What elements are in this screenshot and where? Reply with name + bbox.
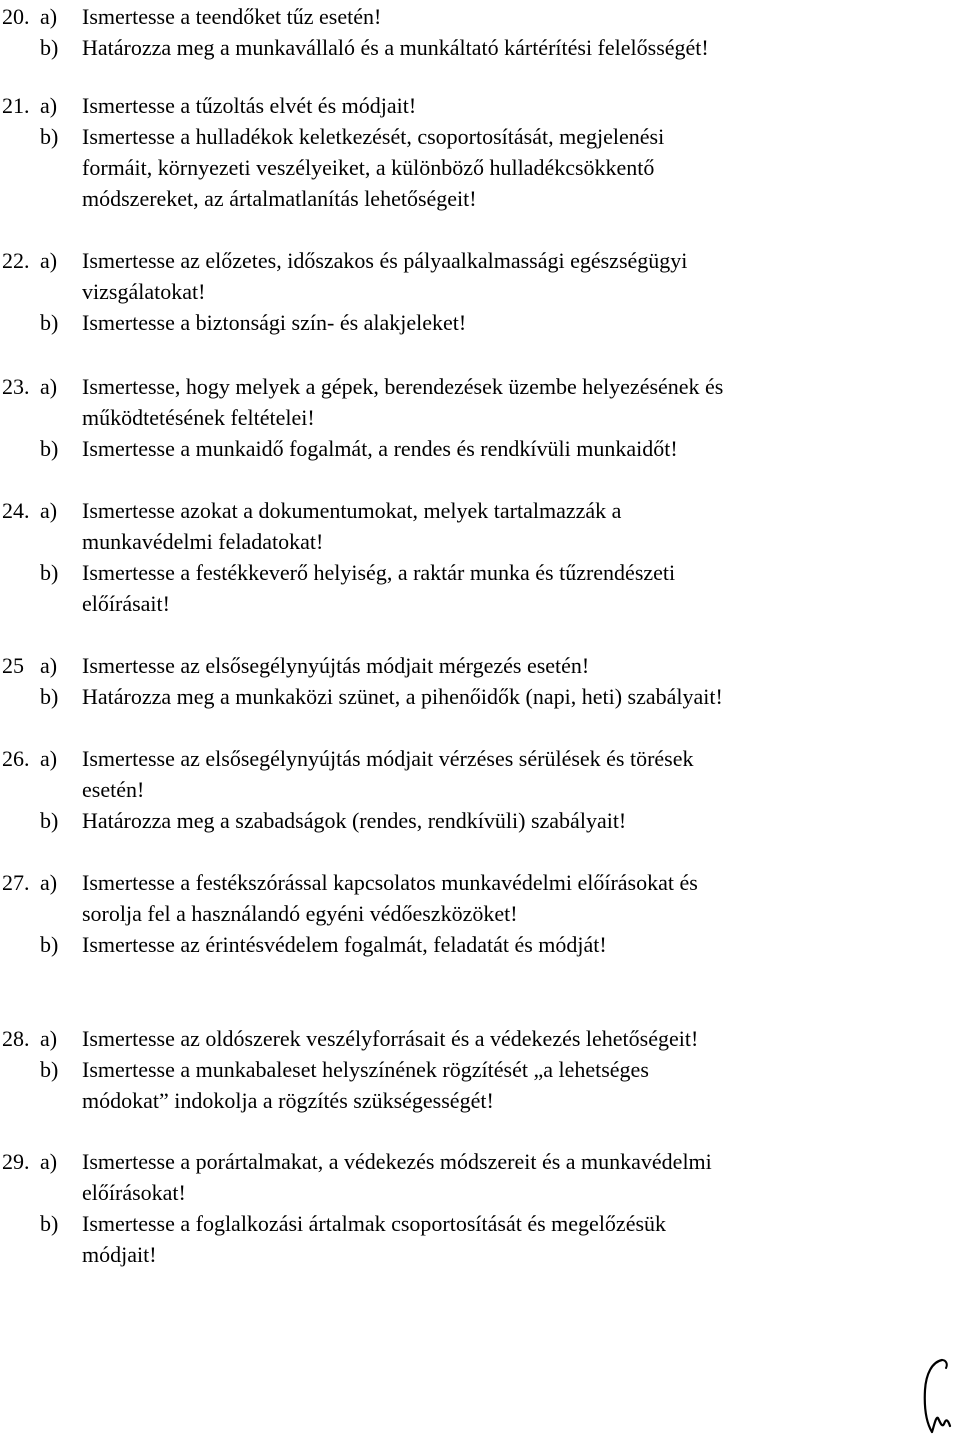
question-part (0, 121, 960, 152)
part-letter: b) (40, 436, 59, 461)
question-text-line: Ismertesse a foglalkozási ártalmak csoportosítását és megelőzésük (82, 1211, 667, 1236)
question-text-line: sorolja fel a használandó egyéni védőeszközöket! (82, 901, 518, 926)
question-text-line: Határozza meg a munkavállaló és a munkáltató kártérítési felelősségét! (82, 35, 709, 60)
part-letter: a) (40, 746, 58, 771)
question-part-continuation (0, 774, 960, 805)
question-part (0, 650, 960, 681)
question-text-line: formáit, környezeti veszélyeiket, a különböző hulladékcsökkentő (82, 155, 655, 180)
part-letter: a) (40, 1026, 58, 1051)
question-text-line: módszereket, az ártalmatlanítás lehetőségeit! (82, 186, 477, 211)
part-letter: b) (40, 684, 59, 709)
question-part (0, 1054, 960, 1085)
part-letter: b) (40, 124, 59, 149)
question-part (0, 1208, 960, 1239)
part-letter: a) (40, 653, 58, 678)
question-part (0, 743, 960, 774)
part-letter: b) (40, 35, 59, 60)
part-letter: b) (40, 932, 59, 957)
question-28 (0, 1023, 960, 1116)
question-text-line: Ismertesse, hogy melyek a gépek, berendezések üzembe helyezésének és (82, 374, 724, 399)
question-part-continuation (0, 588, 960, 619)
question-part (0, 1023, 960, 1054)
part-letter: b) (40, 310, 59, 335)
question-text-line: előírásait! (82, 591, 170, 616)
question-21 (0, 90, 960, 214)
question-part (0, 495, 960, 526)
question-text-line: Határozza meg a szabadságok (rendes, rendkívüli) szabályait! (82, 808, 627, 833)
question-part-continuation (0, 526, 960, 557)
question-text-line: vizsgálatokat! (82, 279, 206, 304)
question-text-line: előírásokat! (82, 1180, 186, 1205)
part-letter: a) (40, 4, 58, 29)
question-part (0, 90, 960, 121)
question-26 (0, 743, 960, 836)
question-number: 27. (2, 870, 30, 895)
question-text-line: Ismertesse az oldószerek veszélyforrásait és a védekezés lehetőségeit! (82, 1026, 699, 1051)
question-25 (0, 650, 960, 712)
question-part (0, 1146, 960, 1177)
question-text-line: módokat” indokolja a rögzítés szükségességét! (82, 1088, 494, 1113)
question-text-line: Ismertesse a festékszórással kapcsolatos munkavédelmi előírásokat és (82, 870, 698, 895)
question-number: 23. (2, 374, 30, 399)
question-text-line: Ismertesse a biztonsági szín- és alakjeleket! (82, 310, 467, 335)
question-part-continuation (0, 183, 960, 214)
question-text-line: Ismertesse a porártalmakat, a védekezés módszereit és a munkavédelmi (82, 1149, 712, 1174)
question-number: 21. (2, 93, 30, 118)
handwritten-signature-mark (920, 1356, 956, 1436)
question-text-line: módjait! (82, 1242, 157, 1267)
part-letter: a) (40, 248, 58, 273)
question-part (0, 681, 960, 712)
question-number: 29. (2, 1149, 30, 1174)
question-part (0, 307, 960, 338)
question-part (0, 371, 960, 402)
question-part-continuation (0, 276, 960, 307)
question-text-line: Ismertesse a tűzoltás elvét és módjait! (82, 93, 417, 118)
question-part-continuation (0, 898, 960, 929)
question-text-line: Ismertesse a festékkeverő helyiség, a raktár munka és tűzrendészeti (82, 560, 676, 585)
question-part (0, 32, 960, 63)
question-text-line: Ismertesse a teendőket tűz esetén! (82, 4, 382, 29)
part-letter: a) (40, 93, 58, 118)
question-24 (0, 495, 960, 619)
question-text-line: Ismertesse a munkaidő fogalmát, a rendes és rendkívüli munkaidőt! (82, 436, 678, 461)
question-part-continuation (0, 1239, 960, 1270)
question-20 (0, 1, 960, 63)
question-part (0, 245, 960, 276)
question-part (0, 929, 960, 960)
question-22 (0, 245, 960, 338)
question-text-line: Ismertesse az elsősegélynyújtás módjait vérzéses sérülések és törések (82, 746, 694, 771)
question-text-line: Határozza meg a munkaközi szünet, a pihenőidők (napi, heti) szabályait! (82, 684, 723, 709)
question-part (0, 867, 960, 898)
question-number: 25 (2, 653, 24, 678)
question-part-continuation (0, 1085, 960, 1116)
question-part-continuation (0, 1177, 960, 1208)
question-27 (0, 867, 960, 960)
question-text-line: munkavédelmi feladatokat! (82, 529, 324, 554)
part-letter: a) (40, 1149, 58, 1174)
question-part-continuation (0, 402, 960, 433)
question-text-line: Ismertesse a hulladékok keletkezését, csoportosítását, megjelenési (82, 124, 665, 149)
question-number: 26. (2, 746, 30, 771)
question-23 (0, 371, 960, 464)
question-number: 28. (2, 1026, 30, 1051)
question-text-line: Ismertesse a munkabaleset helyszínének rögzítését „a lehetséges (82, 1057, 649, 1082)
question-number: 22. (2, 248, 30, 273)
question-text-line: Ismertesse az érintésvédelem fogalmát, feladatát és módját! (82, 932, 607, 957)
question-text-line: Ismertesse az elsősegélynyújtás módjait mérgezés esetén! (82, 653, 590, 678)
question-part (0, 805, 960, 836)
question-part (0, 433, 960, 464)
question-text-line: Ismertesse az előzetes, időszakos és pályaalkalmassági egészségügyi (82, 248, 688, 273)
part-letter: b) (40, 560, 59, 585)
part-letter: b) (40, 808, 59, 833)
question-29 (0, 1146, 960, 1270)
part-letter: b) (40, 1057, 59, 1082)
part-letter: a) (40, 498, 58, 523)
question-number: 20. (2, 4, 30, 29)
question-text-line: esetén! (82, 777, 145, 802)
question-number: 24. (2, 498, 30, 523)
part-letter: b) (40, 1211, 59, 1236)
part-letter: a) (40, 870, 58, 895)
question-part (0, 557, 960, 588)
question-part-continuation (0, 152, 960, 183)
question-text-line: Ismertesse azokat a dokumentumokat, melyek tartalmazzák a (82, 498, 622, 523)
part-letter: a) (40, 374, 58, 399)
question-part (0, 1, 960, 32)
question-text-line: működtetésének feltételei! (82, 405, 315, 430)
